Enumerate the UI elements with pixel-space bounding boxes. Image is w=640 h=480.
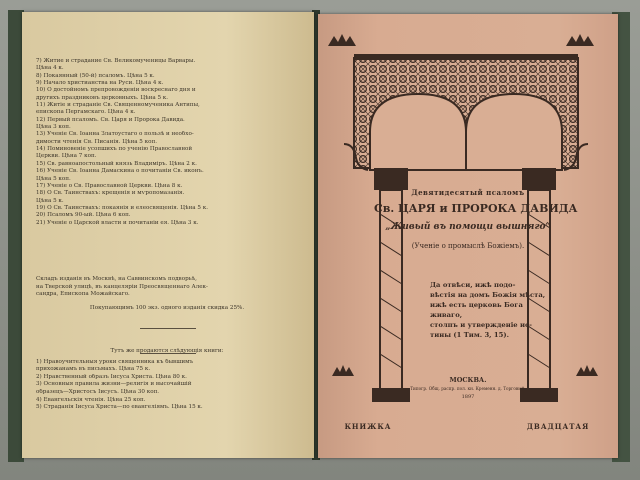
book-subtitle: „Живый въ помощи вышняго“ (385, 222, 551, 232)
publication-list (36, 58, 298, 227)
also-sold-header: Тутъ же продаются слѣдующія книги: (110, 348, 224, 354)
publication-list-line: 7) Житие и страдание Св. Великомученицы Варвары. (36, 58, 196, 64)
publication-list-line: епископа Пергамскаго. Цѣна 4 к. (36, 109, 136, 116)
divider-line (140, 328, 196, 329)
epigraph-line: вѣстія на домъ Божія мѣста, (430, 291, 546, 299)
publication-list-line: Цѣна 5 коп. (36, 175, 71, 182)
publication-list-line: 20) Псаломъ 90-ый. Цѣна 6 коп. (36, 212, 131, 219)
publication-list-line: Цѣна 4 к. (36, 65, 64, 72)
epigraph-line: тины (1 Тим. 3, 15). (430, 331, 509, 339)
publication-list-line: 21) Ученіе о Царской власти и почитаніи ея. Цѣна 3 к. (36, 219, 199, 226)
publication-list-line: 8) Покаянный (50-й) псаломъ. Цѣна 5 к. (36, 72, 155, 79)
epigraph-block (430, 280, 550, 340)
publication-list-line: 11) Житіе и страданіе Св. Священномученика Антипы, (36, 102, 200, 109)
book-title: Св. ЦАРЯ и ПРОРОКА ДАВИДА (374, 202, 578, 215)
publication-list-line: 15) Св. равноапостольный князь Владиміръ. Цѣна 2 к. (36, 160, 197, 167)
city-imprint: МОСКВА. (449, 376, 487, 384)
sklad-line: Складъ изданія въ Москвѣ, на Саввинскомъ подворьѣ, (36, 276, 197, 282)
right-page (318, 14, 618, 458)
also-sold-line: 3) Основныя правила жизни—религія и высочайшій (36, 381, 192, 388)
left-page (22, 12, 314, 458)
epigraph-line: столпъ и утвержденіе ис- (430, 321, 532, 329)
sklad-line: сандра, Епископа Можайскаго. (36, 291, 130, 298)
publication-list-line: 13) Ученіе Св. Іоанна Златоустаго о пользѣ и необхо- (36, 131, 194, 138)
publication-list-line: Цѣна 5 к. (36, 197, 64, 204)
publication-list-line: 16) Ученіе Св. Іоанна Дамаскина о почитаніи Св. иконъ. (36, 168, 204, 175)
also-sold-line: прихожанамъ въ письмахъ. Цѣна 75 к. (36, 366, 151, 373)
publication-list-line: 12) Первый псаломъ. Св. Царя и Пророка Давида. (36, 116, 185, 123)
publication-list-line: димости чтенія Св. Писанія. Цѣна 5 коп. (36, 138, 158, 145)
printer-imprint: Типогр. Общ. распр. пол. кн. Кременн. д. Торговый. (410, 386, 526, 391)
psalm-heading: Девятидесятый псаломъ (411, 188, 525, 197)
publication-list-line: 17) Ученіе о Св. Православной Церкви. Цѣна 8 к. (36, 182, 183, 189)
also-sold-line: 1) Нравоучительныя уроки священника къ бывшимъ (36, 358, 194, 365)
also-sold-line: 4) Евангельскія чтенія. Цѣна 25 коп. (36, 396, 146, 403)
publication-list-line: Церкви. Цѣна 7 коп. (36, 153, 97, 160)
also-sold-line: 2) Нравственный образъ Іисуса Христа. Цѣна 80 к. (36, 373, 187, 380)
also-sold-block (36, 348, 298, 412)
year-imprint: 1897 (461, 394, 475, 400)
sklad-line: на Тверской улицѣ, въ канцеляріи Преосвященнаго Алек- (36, 283, 208, 290)
price-note: Покупающимъ 100 экз. одного изданія скидка 25%. (89, 304, 245, 311)
publication-list-line: 9) Начало христианства на Руси. Цѣна 4 к. (36, 80, 164, 87)
ornamental-arch-frame-icon (318, 14, 618, 458)
epigraph-line: ижѣ есть церковь Бога живаго, (430, 301, 523, 319)
sklad-block (36, 276, 298, 312)
epigraph-line: Да отвѣси, ижѣ подо- (430, 281, 516, 289)
also-sold-line: образецъ—Христосъ Іисусъ. Цѣна 30 коп. (36, 388, 160, 395)
publication-list-line: Цѣна 3 коп. (36, 124, 71, 131)
publication-list-line: 14) Поминовеніе усопшихъ по ученію Православной (36, 146, 193, 153)
book-note: (Ученіе о промыслѣ Божіемъ). (411, 242, 525, 250)
footer-volume-right: ДВАДЦАТАЯ (526, 422, 590, 431)
publication-list-line: 19) О Св. Таинствахъ: покаянія и елеосвященія. Цѣна 5 к. (36, 204, 208, 211)
publication-list-line: 10) О достойномъ препровожденіи воскреснаго дня и (36, 87, 196, 94)
also-sold-line: 5) Страданія Іисуса Христа—по евангеліямъ. Цѣна 15 к. (36, 404, 203, 411)
publication-list-line: другихъ праздниковъ церковныхъ. Цѣна 5 к. (36, 94, 169, 101)
publication-list-line: 18) О Св. Таинствахъ: крещенія и мѵропомазанія. (36, 190, 185, 197)
footer-volume-left: КНИЖКА (344, 422, 392, 431)
